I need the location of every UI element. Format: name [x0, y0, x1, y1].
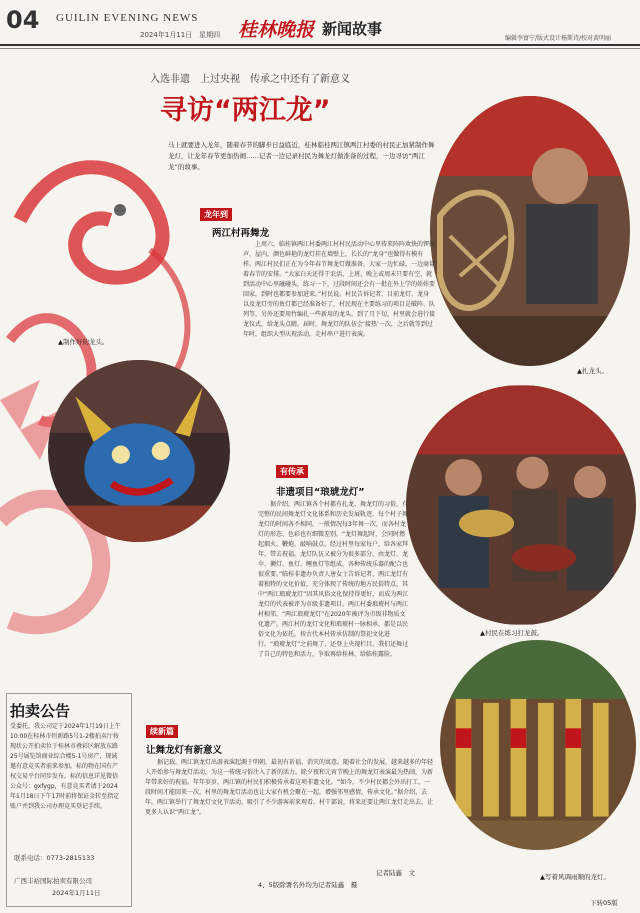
section-title: 两江村再舞龙 — [212, 228, 270, 239]
section-badge: 续新篇 — [146, 725, 178, 738]
notice-date: 2024年1月11日 — [52, 889, 101, 897]
section-body: 据记载，两江镇龙灯出游表演起源于明朝，最初有祈福、消灾的寓意。随着社会的发展，越来越多的年轻人开始参与舞龙灯活动，为这一传统习俗注入了新的活力。除夕夜和元宵节晚上的舞龙灯表演最为热闹，为新年带来好的祝福。年年岁岁，两江镇的村民们积极传承着这项非遗文化。“如今，不少村民都会外出打工，一段时间才能回来一次，村里的舞龙灯活动也让大家有机会聚在一起，增强邻里感情，传承文化。”据介绍，去年，两江镇举行了舞龙灯文化节活动，吸引了不少游客前来观看。村干部说，将来还要让两江龙灯走出去，让更多人认识“两江龙”。 — [145, 759, 434, 816]
notice-company: 广西丰裕国际拍卖有限公司 — [14, 877, 92, 885]
page-number: 04 — [6, 6, 40, 34]
notice-body: 受委托，我公司定于2024年1月19日上午10:00在桂林市恒新路5号1-2楼拍卖厅按现状公开拍卖位于桂林市叠彩区解放东路25号展览馆商业综合楼5-1号房产，现诚邀有意竞买者前来参加。标的物在国有产权交易平台同步发布。标的信息详见微信公众号：gxfygp，有意竞买者请于2024年1月18日下午17时前将保证金转至指定账户并到我公司办理竞买登记手续。 — [10, 723, 121, 810]
byline: 记者陆鑫 文 — [376, 869, 415, 877]
article-subtitle: 入选非遗 上过央视 传承之中还有了新意义 — [150, 74, 350, 85]
drum-practice-photo — [406, 385, 636, 625]
lanterns-photo — [440, 640, 636, 850]
section-badge: 有传承 — [276, 465, 308, 478]
notice-title: 拍卖公告 — [10, 702, 71, 720]
section-badge: 龙年到 — [200, 208, 232, 221]
tie-dragon-photo — [430, 96, 630, 366]
continue-marker: 下转05版 — [590, 899, 618, 907]
notice-contact: 联系电话：0773-2815133 — [14, 854, 95, 862]
issue-date: 2024年1月11日 星期四 — [140, 31, 221, 39]
photo-credit: 4、5版除署名外均为记者陆鑫 摄 — [258, 881, 358, 889]
section-body: 上周六，临桂镇两江村委两江村村民活动中心里传来阵阵欢快的锣鼓声，屋内，颜色鲜艳的龙灯挂在墙壁上，长长的“龙身”也做得有模有样。两江村民们正在为今年春节舞龙灯做准备，大家一边忙碌，一边商量着春节的安排。“大家白天还得干农活，上班，晚上或周末只要有空，就到活动中心里碰碰头，练习一下，过段时间还会有一批在外上学的娃娃要回家，到时也都要参加进来。”村民说。村民告诉记者，目前龙灯、龙身以及龙灯旁的鱼灯都已经准备好了，村民现在主要练习的项目是破阵、队列等，另外还要用竹编扎一些新用的龙头。到了月下旬，村里就会进行接龙仪式，给龙头点睛。届时，舞龙灯的队伍会‘接热’一次，之后就等到过年时，组织大型庆祝活动，走村串户进行表演。 — [243, 241, 435, 338]
section-body: 据介绍，两江镇各个村都有扎龙、舞龙灯的习俗，有完整的民间舞龙灯文化体系和历史发展轨迹，每个村子舞龙灯的时间各不相同，一般情况每3年舞一次，而各村龙灯的形态、色彩也有细微差别。“龙灯舞起时，会同时燃起烟火、鞭炮，敲响鼓点。经过村里每家每户，给各家拜年，带去祝福。龙灯队伍又被分为很多部分，由龙灯、龙伞、狮灯、鱼灯、鲤鱼灯等组成，各种传统乐器的配合也很重要。”临桂非遗办负责人唐女士告诉记者，两江龙灯有着独特的文化价值，充分体现了传统的地方民俗特点，其中“两江琅琥龙灯”因其风俗文化保持得更好，而成为两江龙灯的代表被评为市级非遗项目。两江村委琅琥村与两江村相邻，“两江琅琥龙灯”在2020年被评为市级非物质文化遗产。两江村的龙灯文化和琅琥村一脉相承，都是以民俗文化为依托，按古代本村传承仿制的祭祀文化进行。“琅琥龙灯”之前舞了，还登上央视栏目，我们还舞过了自己的特色和活力，争取再给桂林、给临桂露脸。 — [258, 501, 409, 658]
article-lead: 马上就要进入龙年，随着春节的脚步日益临近，桂林临桂两江镇两江村委的村民正加紧制作舞龙灯，让龙年春节更加热闹……记者一边记录村民为舞龙灯做准备的过程，一边寻访“两江龙”的故事。 — [168, 141, 435, 171]
masthead-rule-thin — [0, 48, 640, 49]
section-name: 新闻故事 — [322, 20, 383, 38]
paper-name-en: GUILIN EVENING NEWS — [56, 12, 199, 24]
caption-lanterns: ▲写着风调雨顺的龙灯。 — [540, 873, 610, 881]
paper-logo: 桂林晚报 — [238, 19, 315, 41]
editor-credits: 编辑李富宁/版式设计杨斯诗/校对黄明丽 — [505, 35, 612, 42]
section-title: 非遗项目“琅琥龙灯” — [276, 487, 365, 498]
caption-tie-dragon: ▲扎龙头。 — [577, 367, 608, 375]
dragon-head-photo — [48, 360, 230, 542]
article-headline: 寻访“两江龙” — [160, 95, 331, 126]
masthead-rule — [0, 44, 640, 46]
section-title: 让舞龙灯有新意义 — [146, 745, 223, 756]
caption-dragon-head: ▲制作好的龙头。 — [58, 338, 109, 346]
caption-practice: ▲村民在练习打龙鼓。 — [480, 629, 544, 637]
